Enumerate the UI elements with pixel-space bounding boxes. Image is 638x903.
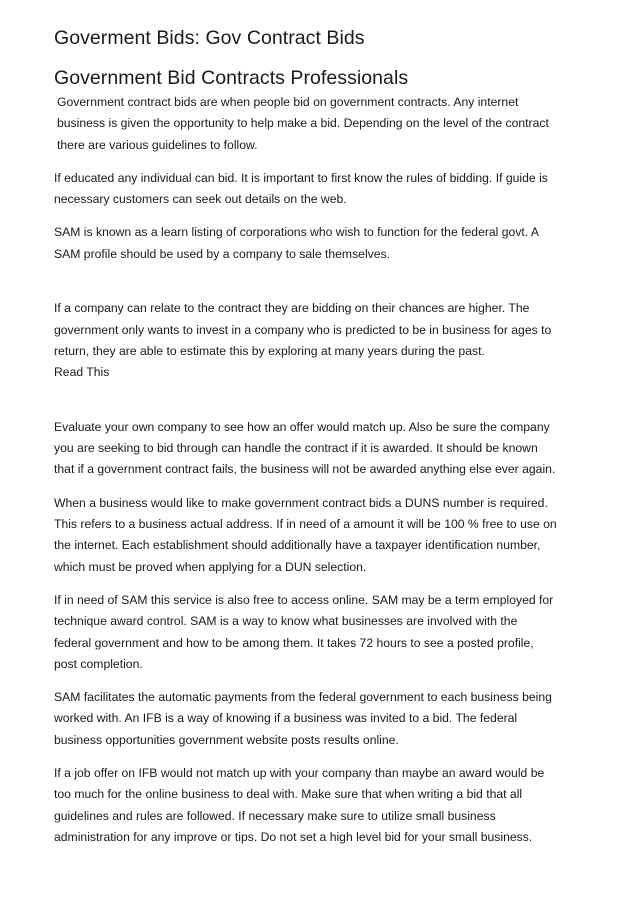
- read-this-link[interactable]: Read This: [54, 365, 110, 380]
- paragraph-sam-payments: SAM facilitates the automatic payments from the federal government to each business being worked with. An IFB is a way of knowing if a business was invited to a bid. The federal business opportunities government website posts results online.: [54, 690, 552, 747]
- paragraph-company-relate: [54, 277, 594, 405]
- paragraph-educated: If educated any individual can bid. It is important to first know the rules of bidding. If guide is necessary customers can seek out details on the web.: [54, 170, 548, 207]
- paragraph-intro: Government contract bids are when people bid on government contracts. Any internet business is given the opportunity to help make a bid. Depending on the level of the contract there are various guidelines to follow.: [57, 95, 549, 152]
- paragraph-ifb-offer: If a job offer on IFB would not match up with your company than maybe an award would be too much for the online business to deal with. Make sure that when writing a bid that all guidelines and rules are followed. If necessary make sure to utilize small business administration for any improve or tips. Do not set a high level bid for your small business.: [54, 766, 545, 844]
- document-title: Goverment Bids: Gov Contract Bids: [54, 27, 365, 49]
- paragraph-duns: When a business would like to make government contract bids a DUNS number is required. This refers to a business actual address. If in need of a amount it will be 100 % free to use on the internet. Each establishment should additionally have a taxpayer identification number, which must be proved when applying for a DUN selection.: [54, 495, 557, 574]
- document-page: [54, 24, 594, 860]
- paragraph-sam-listing: SAM is known as a learn listing of corporations who wish to function for the federal govt. A SAM profile should be used by a company to sale themselves.: [54, 225, 540, 261]
- paragraph-company-relate-text: If a company can relate to the contract they are bidding on their chances are higher. The government only wants to invest in a company who is predicted to be in business for ages to return, they are able to estimate this by exploring at many years during the past.: [54, 301, 552, 358]
- section-heading: Government Bid Contracts Professionals: [54, 67, 409, 89]
- paragraph-evaluate: Evaluate your own company to see how an offer would match up. Also be sure the company you are seeking to bid through can handle the contract if it is awarded. It should be known that if a government contract fails, the business will not be awarded anything else ever again.: [54, 419, 556, 477]
- paragraph-sam-free: If in need of SAM this service is also free to access online. SAM may be a term employed for technique award control. SAM is a way to know what businesses are involved with the federal government and how to be among them. It takes 72 hours to see a posted profile, post completion.: [54, 592, 554, 671]
